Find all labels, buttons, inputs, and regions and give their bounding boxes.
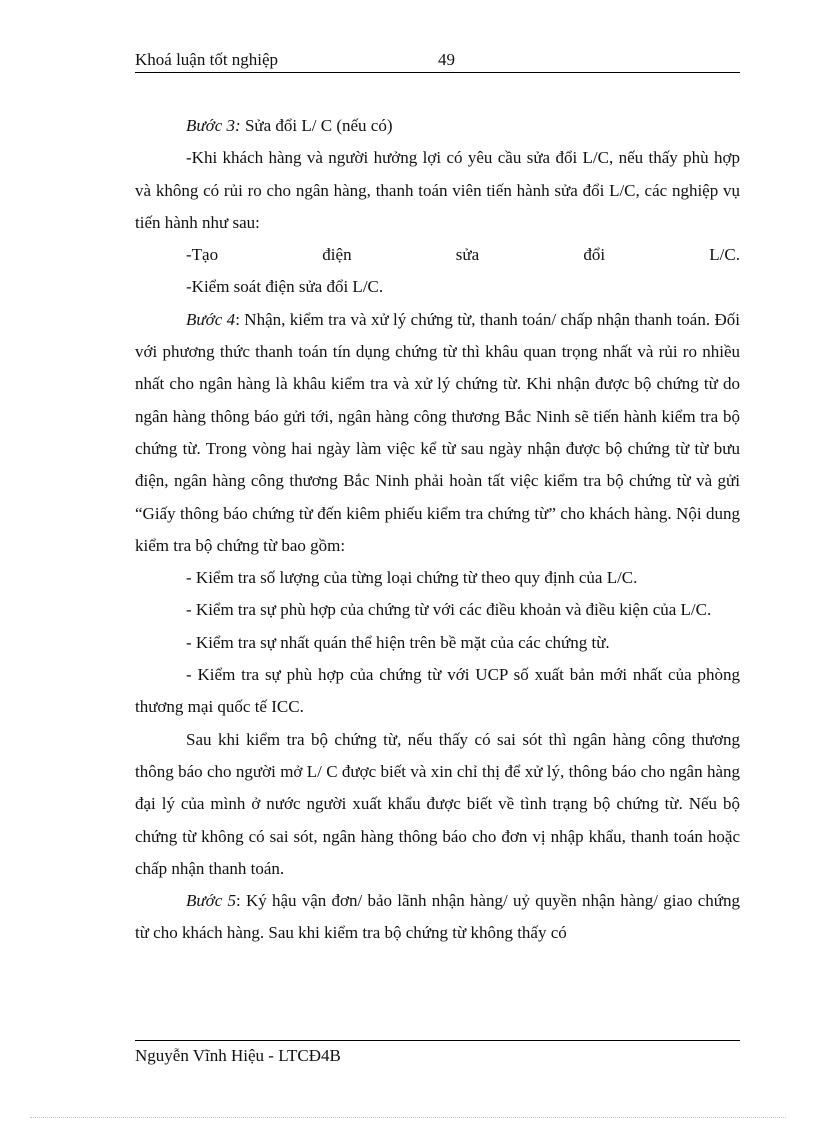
step4-label: Bước 4: [186, 309, 236, 329]
bullet-check-consistency: - Kiểm tra sự nhất quán thể hiện trên bề mặt của các chứng từ.: [186, 632, 610, 652]
paragraph-control-amendment: -Kiểm soát điện sửa đổi L/C.: [186, 277, 384, 297]
step3-label: Bước 3:: [186, 116, 241, 135]
bullet-check-conformity: - Kiểm tra sự phù hợp của chứng từ với các điều khoản và điều kiện của L/C.: [186, 600, 712, 620]
step4-text: : Nhận, kiểm tra và xử lý chứng từ, thanh toán/ chấp nhận thanh toán. Đối với phương thức thanh toán tín dụng chứng từ thì khâu quan trọng nhất và rủi ro nhiều nhất cho ngân hàng là khâu kiểm tra và xử lý chứng từ. Khi nhận được bộ chứng từ do ngân hàng thông báo gửi tới, ngân hàng công thương Bắc Ninh sẽ tiến hành kiểm tra bộ chứng từ. Trong vòng hai ngày làm việc kể từ sau ngày nhận được bộ chứng từ từ bưu điện, ngân hàng công thương Bắc Ninh phải hoàn tất việc kiểm tra bộ chứng từ và gửi “Giấy thông báo chứng từ đến kiêm phiếu kiểm tra chứng từ” cho khách hàng. Nội dung kiểm tra bộ chứng từ bao gồm:: [135, 309, 740, 555]
step3-title: Sửa đổi L/ C (nếu có): [240, 116, 393, 135]
bullet-check-quantity: - Kiểm tra số lượng của từng loại chứng từ theo quy định của L/C.: [186, 568, 638, 588]
page-bottom-divider: [30, 1117, 786, 1118]
step5-paragraph: [135, 885, 740, 950]
step4-paragraph: [135, 304, 740, 562]
footer-rule: [135, 1040, 740, 1041]
page-number: 49: [438, 50, 455, 69]
page-header: [135, 48, 740, 73]
step5-text: : Ký hậu vận đơn/ bảo lãnh nhận hàng/ uỷ quyền nhận hàng/ giao chứng từ cho khách hàng. Sau khi kiểm tra bộ chứng từ không thấy có: [135, 891, 740, 943]
paragraph-after-check: Sau khi kiểm tra bộ chứng từ, nếu thấy có sai sót thì ngân hàng công thương thông báo cho người mở L/ C được biết và xin chỉ thị để xử lý, thông báo cho ngân hàng đại lý của mình ở nước người xuất khẩu được biết về tình trạng bộ chứng từ. Nếu bộ chứng từ không có sai sót, ngân hàng thông báo cho đơn vị nhập khẩu, thanh toán hoặc chấp nhận thanh toán.: [135, 729, 740, 878]
header-title: Khoá luận tốt nghiệp: [135, 50, 279, 69]
paragraph-create-amendment: -Tạo điện sửa đổi L/C.: [186, 245, 740, 265]
step5-label: Bước 5: [186, 891, 237, 911]
footer-author: Nguyễn Vĩnh Hiệu - LTCĐ4B: [135, 1046, 341, 1065]
paragraph-amend-conditions: -Khi khách hàng và người hưởng lợi có yêu cầu sửa đổi L/C, nếu thấy phù hợp và không có rủi ro cho ngân hàng, thanh toán viên tiến hành sửa đổi L/C, các nghiệp vụ tiến hành như sau:: [135, 148, 740, 232]
page-body: [135, 110, 740, 950]
step3-heading: [135, 110, 740, 142]
bullet-check-ucp: - Kiểm tra sự phù hợp của chứng từ với UCP số xuất bản mới nhất của phòng thương mại quốc tế ICC.: [135, 665, 740, 717]
